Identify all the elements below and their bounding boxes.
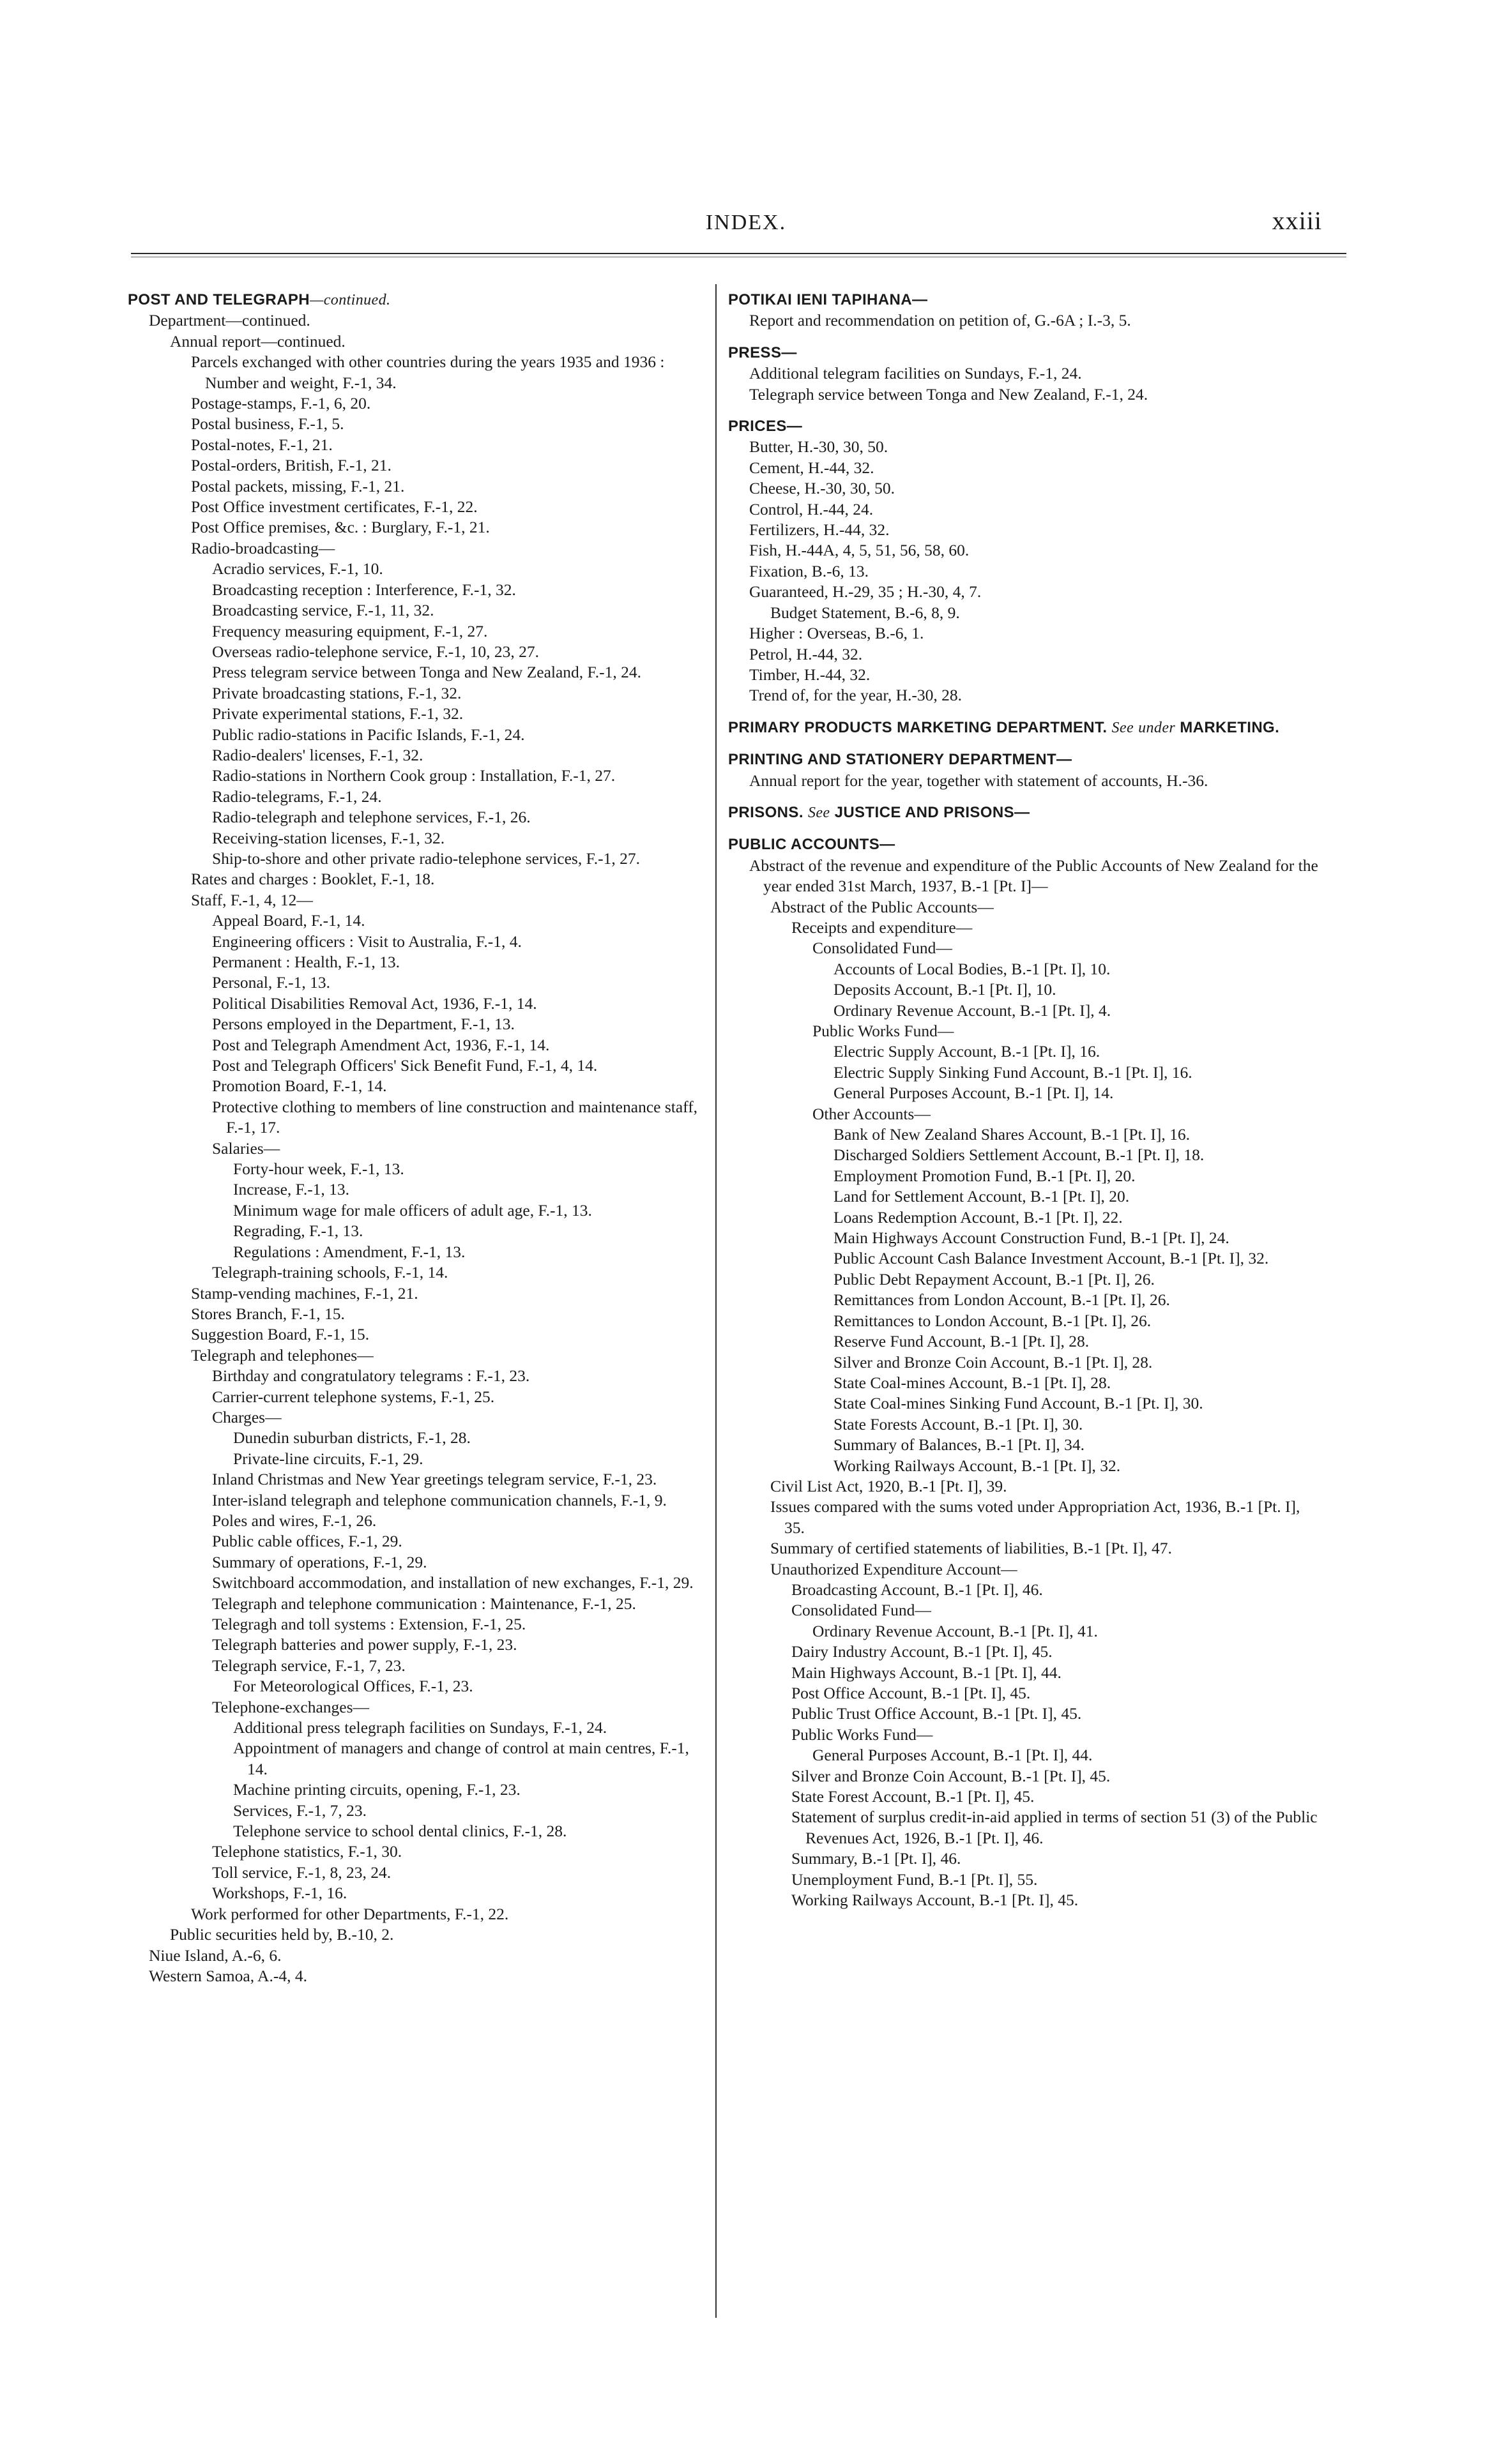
column-divider bbox=[715, 284, 717, 2318]
index-entry: Public Account Cash Balance Investment Account, B.-1 [Pt. I], 32. bbox=[834, 1249, 1269, 1268]
index-entry: Radio-stations in Northern Cook group : Installation, F.-1, 27. bbox=[212, 766, 616, 785]
index-entry: Protective clothing to members of line construction and maintenance staff, F.-1, 17. bbox=[212, 1097, 698, 1137]
index-entry: Butter, H.-30, 30, 50. bbox=[749, 437, 888, 457]
index-entry: Unemployment Fund, B.-1 [Pt. I], 55. bbox=[791, 1870, 1038, 1889]
index-entry: Summary, B.-1 [Pt. I], 46. bbox=[791, 1849, 961, 1868]
index-entry: Petrol, H.-44, 32. bbox=[749, 644, 863, 663]
index-entry: Public Trust Office Account, B.-1 [Pt. I], 45. bbox=[791, 1704, 1082, 1723]
index-entry: Working Railways Account, B.-1 [Pt. I], 45. bbox=[791, 1891, 1079, 1910]
index-entry: Postal-orders, British, F.-1, 21. bbox=[191, 456, 392, 475]
index-entry: Deposits Account, B.-1 [Pt. I], 10. bbox=[834, 980, 1056, 999]
index-entry: Western Samoa, A.-4, 4. bbox=[149, 1966, 307, 1985]
index-entry: Dunedin suburban districts, F.-1, 28. bbox=[233, 1428, 471, 1447]
index-entry: Receipts and expenditure— bbox=[791, 918, 973, 937]
index-entry: Charges— bbox=[212, 1407, 282, 1426]
index-entry: Toll service, F.-1, 8, 23, 24. bbox=[212, 1863, 392, 1882]
index-entry: Issues compared with the sums voted under Appropriation Act, 1936, B.-1 [Pt. I], 35. bbox=[770, 1497, 1300, 1537]
index-entry: Telephone statistics, F.-1, 30. bbox=[212, 1842, 402, 1861]
index-entry: Increase, F.-1, 13. bbox=[233, 1180, 350, 1199]
index-entry: Telephone service to school dental clinics, F.-1, 28. bbox=[233, 1822, 567, 1841]
index-entry: Ordinary Revenue Account, B.-1 [Pt. I], 41. bbox=[812, 1621, 1098, 1640]
index-entry: Appointment of managers and change of control at main centres, F.-1, 14. bbox=[233, 1739, 689, 1778]
index-entry: Fixation, B.-6, 13. bbox=[749, 561, 869, 580]
index-entry: Niue Island, A.-6, 6. bbox=[149, 1946, 282, 1965]
index-entry: Parcels exchanged with other countries during the years 1935 and 1936 : Number and weight, F.-1, 34. bbox=[191, 352, 665, 392]
index-entry: Main Highways Account Construction Fund, B.-1 [Pt. I], 24. bbox=[834, 1228, 1229, 1248]
index-entry: Additional telegram facilities on Sundays, F.-1, 24. bbox=[749, 364, 1082, 383]
index-entry: Working Railways Account, B.-1 [Pt. I], 32. bbox=[834, 1456, 1121, 1475]
index-entry: Staff, F.-1, 4, 12— bbox=[191, 890, 313, 909]
index-entry: Acradio services, F.-1, 10. bbox=[212, 559, 383, 578]
index-entry: Inland Christmas and New Year greetings telegram service, F.-1, 23. bbox=[212, 1470, 657, 1489]
index-entry: Higher : Overseas, B.-6, 1. bbox=[749, 624, 924, 643]
running-title: INDEX. bbox=[705, 211, 787, 234]
index-entry: Report and recommendation on petition of, G.-6A ; I.-3, 5. bbox=[749, 311, 1131, 330]
index-entry: Services, F.-1, 7, 23. bbox=[233, 1801, 367, 1820]
index-entry: Telegraph service between Tonga and New Zealand, F.-1, 24. bbox=[749, 384, 1148, 404]
index-entry: Private broadcasting stations, F.-1, 32. bbox=[212, 683, 462, 702]
index-entry: Rates and charges : Booklet, F.-1, 18. bbox=[191, 870, 435, 889]
index-entry: Telegraph and telephones— bbox=[191, 1345, 374, 1364]
index-entry: Private experimental stations, F.-1, 32. bbox=[212, 704, 464, 723]
index-entry: Workshops, F.-1, 16. bbox=[212, 1884, 347, 1903]
index-entry: Overseas radio-telephone service, F.-1, 10, 23, 27. bbox=[212, 642, 540, 661]
index-entry: Regrading, F.-1, 13. bbox=[233, 1221, 363, 1241]
index-entry: Statement of surplus credit-in-aid applied in terms of section 51 (3) of the Public Revenues Act, 1926, B.-1 [Pt. I], 46. bbox=[791, 1808, 1318, 1847]
index-entry: Electric Supply Sinking Fund Account, B.-1 [Pt. I], 16. bbox=[834, 1062, 1192, 1082]
index-entry: Postage-stamps, F.-1, 6, 20. bbox=[191, 394, 371, 413]
index-entry: Regulations : Amendment, F.-1, 13. bbox=[233, 1242, 466, 1261]
index-entry: Summary of certified statements of liabilities, B.-1 [Pt. I], 47. bbox=[770, 1539, 1172, 1558]
index-entry: Broadcasting reception : Interference, F.-1, 32. bbox=[212, 580, 516, 599]
index-entry: Broadcasting Account, B.-1 [Pt. I], 46. bbox=[791, 1580, 1043, 1599]
index-entry: Postal-notes, F.-1, 21. bbox=[191, 435, 333, 454]
index-entry: Poles and wires, F.-1, 26. bbox=[212, 1511, 377, 1530]
index-entry: Discharged Soldiers Settlement Account, B.-1 [Pt. I], 18. bbox=[834, 1145, 1205, 1165]
index-entry: State Forest Account, B.-1 [Pt. I], 45. bbox=[791, 1787, 1035, 1806]
index-heading: PRESS— bbox=[728, 344, 797, 361]
index-entry: Birthday and congratulatory telegrams : F.-1, 23. bbox=[212, 1366, 530, 1386]
index-heading: PRINTING AND STATIONERY DEPARTMENT— bbox=[728, 751, 1072, 769]
index-entry: Public cable offices, F.-1, 29. bbox=[212, 1532, 402, 1551]
index-entry: Summary of operations, F.-1, 29. bbox=[212, 1552, 427, 1571]
index-entry: Postal business, F.-1, 5. bbox=[191, 414, 344, 434]
index-entry: Telegragh and toll systems : Extension, F.-1, 25. bbox=[212, 1615, 526, 1633]
index-entry: Carrier-current telephone systems, F.-1, 25. bbox=[212, 1387, 495, 1406]
index-entry: Guaranteed, H.-29, 35 ; H.-30, 4, 7. bbox=[749, 582, 982, 601]
index-entry: Accounts of Local Bodies, B.-1 [Pt. I], 10. bbox=[834, 959, 1111, 978]
index-entry: Post Office investment certificates, F.-1, 22. bbox=[191, 497, 478, 517]
index-entry: Cheese, H.-30, 30, 50. bbox=[749, 479, 895, 498]
index-entry: Public Works Fund— bbox=[791, 1725, 933, 1744]
index-entry: Unauthorized Expenditure Account— bbox=[770, 1559, 1017, 1578]
index-entry: Machine printing circuits, opening, F.-1, 23. bbox=[233, 1780, 521, 1799]
index-entry: Summary of Balances, B.-1 [Pt. I], 34. bbox=[834, 1435, 1085, 1455]
index-entry: Post and Telegraph Amendment Act, 1936, F.-1, 14. bbox=[212, 1035, 550, 1054]
index-entry: Public radio-stations in Pacific Islands, F.-1, 24. bbox=[212, 725, 525, 744]
index-entry: Department—continued. bbox=[149, 311, 310, 330]
index-entry: Salaries— bbox=[212, 1138, 280, 1158]
index-entry: Budget Statement, B.-6, 8, 9. bbox=[770, 603, 960, 622]
page-number: xxiii bbox=[1272, 206, 1322, 235]
index-entry: Consolidated Fund— bbox=[812, 939, 952, 958]
index-entry: Annual report—continued. bbox=[170, 331, 346, 351]
index-entry: General Purposes Account, B.-1 [Pt. I], 14. bbox=[834, 1084, 1114, 1103]
index-entry: Fertilizers, H.-44, 32. bbox=[749, 520, 890, 540]
index-entry: Receiving-station licenses, F.-1, 32. bbox=[212, 828, 445, 847]
right-column bbox=[728, 290, 1322, 1910]
index-entry: Annual report for the year, together with statement of accounts, H.-36. bbox=[749, 771, 1208, 790]
index-entry: Other Accounts— bbox=[812, 1104, 931, 1123]
index-entry: Engineering officers : Visit to Australia, F.-1, 4. bbox=[212, 932, 522, 951]
index-entry: Remittances to London Account, B.-1 [Pt. I], 26. bbox=[834, 1311, 1152, 1330]
index-entry: State Coal-mines Account, B.-1 [Pt. I], 28. bbox=[834, 1373, 1111, 1392]
index-entry: Press telegram service between Tonga and New Zealand, F.-1, 24. bbox=[212, 663, 641, 682]
index-entry: Frequency measuring equipment, F.-1, 27. bbox=[212, 621, 488, 640]
left-column bbox=[128, 290, 703, 1986]
index-entry: Loans Redemption Account, B.-1 [Pt. I], 22. bbox=[834, 1207, 1123, 1227]
index-entry: Abstract of the revenue and expenditure of the Public Accounts of New Zealand for the year ended 31st March, 1937, B.-1 [Pt. I]— bbox=[749, 856, 1318, 896]
index-entry: State Forests Account, B.-1 [Pt. I], 30. bbox=[834, 1414, 1083, 1433]
index-entry: Consolidated Fund— bbox=[791, 1601, 931, 1620]
index-heading: PUBLIC ACCOUNTS— bbox=[728, 836, 895, 854]
index-entry: Abstract of the Public Accounts— bbox=[770, 897, 994, 916]
index-heading: PRICES— bbox=[728, 418, 803, 435]
index-entry: Switchboard accommodation, and installation of new exchanges, F.-1, 29. bbox=[212, 1573, 694, 1592]
index-entry: Political Disabilities Removal Act, 1936, F.-1, 14. bbox=[212, 994, 537, 1013]
index-entry: Telephone-exchanges— bbox=[212, 1697, 370, 1716]
index-entry: Work performed for other Departments, F.-1, 22. bbox=[191, 1904, 509, 1923]
index-entry: Land for Settlement Account, B.-1 [Pt. I], 20. bbox=[834, 1187, 1130, 1206]
index-entry: Post Office premises, &c. : Burglary, F.-1, 21. bbox=[191, 518, 490, 537]
index-entry: Telegraph-training schools, F.-1, 14. bbox=[212, 1263, 448, 1282]
index-entry: Persons employed in the Department, F.-1, 13. bbox=[212, 1015, 515, 1034]
index-entry: Telegraph batteries and power supply, F.-1, 23. bbox=[212, 1635, 517, 1654]
index-entry: Suggestion Board, F.-1, 15. bbox=[191, 1325, 370, 1344]
index-entry: Post Office Account, B.-1 [Pt. I], 45. bbox=[791, 1684, 1031, 1702]
index-entry: Fish, H.-44A, 4, 5, 51, 56, 58, 60. bbox=[749, 541, 970, 560]
index-entry: Control, H.-44, 24. bbox=[749, 499, 874, 518]
index-entry: For Meteorological Offices, F.-1, 23. bbox=[233, 1677, 473, 1696]
index-entry: Radio-broadcasting— bbox=[191, 538, 335, 557]
index-heading: PRISONS. See JUSTICE AND PRISONS— bbox=[728, 803, 1030, 821]
index-entry: Additional press telegraph facilities on Sundays, F.-1, 24. bbox=[233, 1718, 607, 1737]
index-heading: POTIKAI IENI TAPIHANA— bbox=[728, 291, 928, 308]
index-entry: Bank of New Zealand Shares Account, B.-1 [Pt. I], 16. bbox=[834, 1125, 1191, 1144]
index-entry: Public Works Fund— bbox=[812, 1022, 954, 1040]
index-entry: Public securities held by, B.-10, 2. bbox=[170, 1925, 394, 1944]
index-entry: Ordinary Revenue Account, B.-1 [Pt. I], 4. bbox=[834, 1001, 1111, 1020]
index-entry: General Purposes Account, B.-1 [Pt. I], 44. bbox=[812, 1746, 1093, 1765]
index-entry: Electric Supply Account, B.-1 [Pt. I], 16. bbox=[834, 1042, 1100, 1061]
index-entry: Trend of, for the year, H.-30, 28. bbox=[749, 686, 963, 705]
index-entry: Reserve Fund Account, B.-1 [Pt. I], 28. bbox=[834, 1332, 1090, 1351]
index-entry: Main Highways Account, B.-1 [Pt. I], 44. bbox=[791, 1663, 1062, 1682]
header-rule bbox=[131, 253, 1346, 254]
index-entry: Private-line circuits, F.-1, 29. bbox=[233, 1449, 423, 1468]
index-entry: Radio-dealers' licenses, F.-1, 32. bbox=[212, 745, 423, 764]
index-entry: Appeal Board, F.-1, 14. bbox=[212, 911, 365, 930]
index-entry: Personal, F.-1, 13. bbox=[212, 973, 330, 992]
index-entry: Postal packets, missing, F.-1, 21. bbox=[191, 476, 405, 495]
index-entry: Stores Branch, F.-1, 15. bbox=[191, 1304, 345, 1323]
index-entry: Post and Telegraph Officers' Sick Benefit Fund, F.-1, 4, 14. bbox=[212, 1056, 598, 1075]
index-entry: Timber, H.-44, 32. bbox=[749, 665, 871, 684]
index-entry: Dairy Industry Account, B.-1 [Pt. I], 45. bbox=[791, 1642, 1053, 1661]
index-entry: Ship-to-shore and other private radio-telephone services, F.-1, 27. bbox=[212, 849, 640, 868]
index-entry: Promotion Board, F.-1, 14. bbox=[212, 1077, 387, 1096]
index-heading: POST AND TELEGRAPH—continued. bbox=[128, 291, 391, 308]
index-entry: Radio-telegraph and telephone services, F.-1, 26. bbox=[212, 808, 531, 827]
index-entry: Forty-hour week, F.-1, 13. bbox=[233, 1160, 404, 1179]
index-entry: Remittances from London Account, B.-1 [Pt. I], 26. bbox=[834, 1290, 1170, 1310]
index-entry: State Coal-mines Sinking Fund Account, B.-1 [Pt. I], 30. bbox=[834, 1394, 1203, 1413]
index-entry: Public Debt Repayment Account, B.-1 [Pt. I], 26. bbox=[834, 1269, 1155, 1289]
index-entry: Stamp-vending machines, F.-1, 21. bbox=[191, 1283, 418, 1303]
index-entry: Minimum wage for male officers of adult age, F.-1, 13. bbox=[233, 1200, 592, 1220]
index-entry: Telegraph service, F.-1, 7, 23. bbox=[212, 1656, 406, 1675]
index-entry: Silver and Bronze Coin Account, B.-1 [Pt. I], 45. bbox=[791, 1766, 1111, 1785]
index-entry: Broadcasting service, F.-1, 11, 32. bbox=[212, 601, 434, 620]
index-entry: Cement, H.-44, 32. bbox=[749, 458, 874, 477]
index-entry: Telegraph and telephone communication : Maintenance, F.-1, 25. bbox=[212, 1594, 636, 1613]
index-entry: Employment Promotion Fund, B.-1 [Pt. I], 20. bbox=[834, 1166, 1136, 1185]
index-entry: Silver and Bronze Coin Account, B.-1 [Pt. I], 28. bbox=[834, 1352, 1153, 1372]
index-entry: Permanent : Health, F.-1, 13. bbox=[212, 953, 400, 971]
index-entry: Radio-telegrams, F.-1, 24. bbox=[212, 787, 382, 806]
index-heading: PRIMARY PRODUCTS MARKETING DEPARTMENT. See under MARKETING. bbox=[728, 718, 1280, 736]
index-entry: Civil List Act, 1920, B.-1 [Pt. I], 39. bbox=[770, 1476, 1007, 1495]
index-entry: Inter-island telegraph and telephone communication channels, F.-1, 9. bbox=[212, 1490, 667, 1509]
